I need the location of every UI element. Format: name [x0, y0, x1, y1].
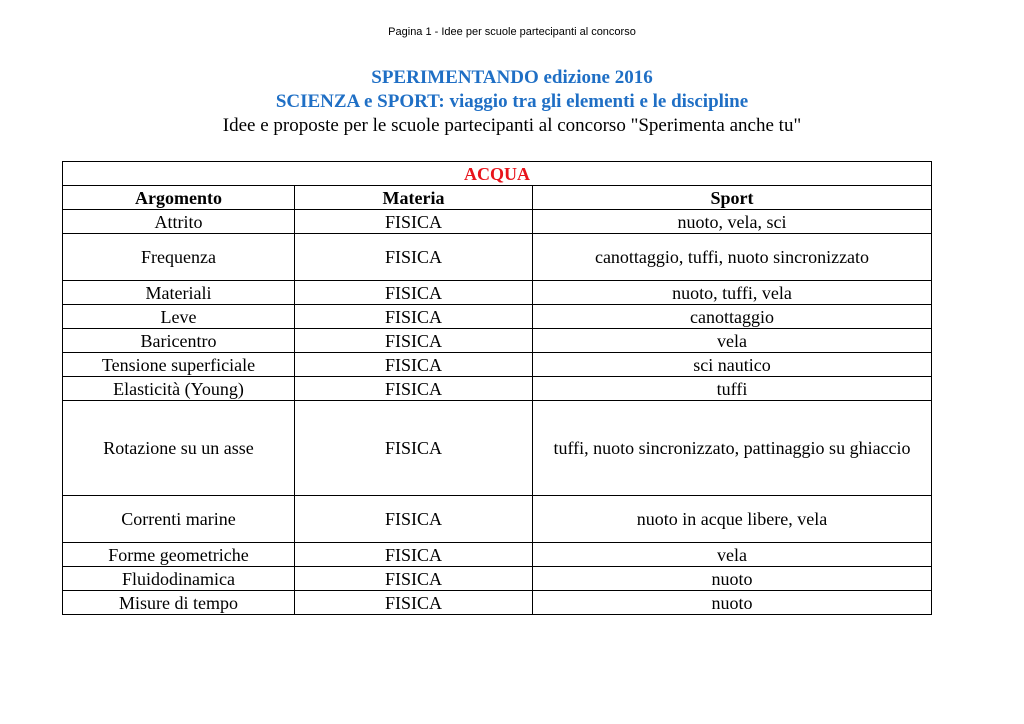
column-header-materia: Materia — [295, 186, 533, 210]
cell-sport: canottaggio, tuffi, nuoto sincronizzato — [533, 234, 932, 281]
cell-materia: FISICA — [295, 567, 533, 591]
cell-materia: FISICA — [295, 401, 533, 496]
cell-materia: FISICA — [295, 543, 533, 567]
cell-argomento: Leve — [63, 305, 295, 329]
cell-sport: tuffi — [533, 377, 932, 401]
cell-argomento: Correnti marine — [63, 496, 295, 543]
section-heading: ACQUA — [63, 162, 932, 186]
cell-argomento: Misure di tempo — [63, 591, 295, 615]
cell-sport: nuoto — [533, 567, 932, 591]
cell-argomento: Elasticità (Young) — [63, 377, 295, 401]
cell-argomento: Fluidodinamica — [63, 567, 295, 591]
cell-sport: sci nautico — [533, 353, 932, 377]
cell-sport: vela — [533, 329, 932, 353]
column-header-argomento: Argomento — [63, 186, 295, 210]
cell-materia: FISICA — [295, 281, 533, 305]
table-body — [63, 210, 932, 615]
table-row — [63, 377, 932, 401]
table-row — [63, 567, 932, 591]
cell-argomento: Materiali — [63, 281, 295, 305]
cell-sport: nuoto, vela, sci — [533, 210, 932, 234]
table-row — [63, 329, 932, 353]
cell-materia: FISICA — [295, 591, 533, 615]
title-block — [0, 66, 1024, 138]
table-row — [63, 543, 932, 567]
column-header-sport: Sport — [533, 186, 932, 210]
cell-argomento: Rotazione su un asse — [63, 401, 295, 496]
cell-sport: tuffi, nuoto sincronizzato, pattinaggio su ghiaccio — [533, 401, 932, 496]
cell-materia: FISICA — [295, 305, 533, 329]
cell-sport: nuoto, tuffi, vela — [533, 281, 932, 305]
cell-materia: FISICA — [295, 329, 533, 353]
table-row — [63, 305, 932, 329]
cell-sport: vela — [533, 543, 932, 567]
table-header-row — [63, 186, 932, 210]
topics-table — [62, 161, 932, 615]
table-row — [63, 591, 932, 615]
cell-materia: FISICA — [295, 234, 533, 281]
cell-argomento: Tensione superficiale — [63, 353, 295, 377]
cell-materia: FISICA — [295, 377, 533, 401]
document-title: SPERIMENTANDO edizione 2016 — [371, 67, 653, 88]
cell-materia: FISICA — [295, 496, 533, 543]
cell-sport: nuoto — [533, 591, 932, 615]
cell-sport: canottaggio — [533, 305, 932, 329]
table-row — [63, 353, 932, 377]
cell-sport: nuoto in acque libere, vela — [533, 496, 932, 543]
cell-argomento: Frequenza — [63, 234, 295, 281]
table-row — [63, 401, 932, 496]
cell-materia: FISICA — [295, 353, 533, 377]
cell-materia: FISICA — [295, 210, 533, 234]
table-row — [63, 496, 932, 543]
cell-argomento: Forme geometriche — [63, 543, 295, 567]
document-subtitle: SCIENZA e SPORT: viaggio tra gli elementi e le discipline — [275, 91, 749, 112]
page-header: Pagina 1 - Idee per scuole partecipanti al concorso — [388, 26, 636, 38]
table-row — [63, 234, 932, 281]
table-row — [63, 210, 932, 234]
cell-argomento: Baricentro — [63, 329, 295, 353]
table-row — [63, 281, 932, 305]
cell-argomento: Attrito — [63, 210, 295, 234]
document-description: Idee e proposte per le scuole partecipanti al concorso "Sperimenta anche tu" — [222, 115, 802, 136]
